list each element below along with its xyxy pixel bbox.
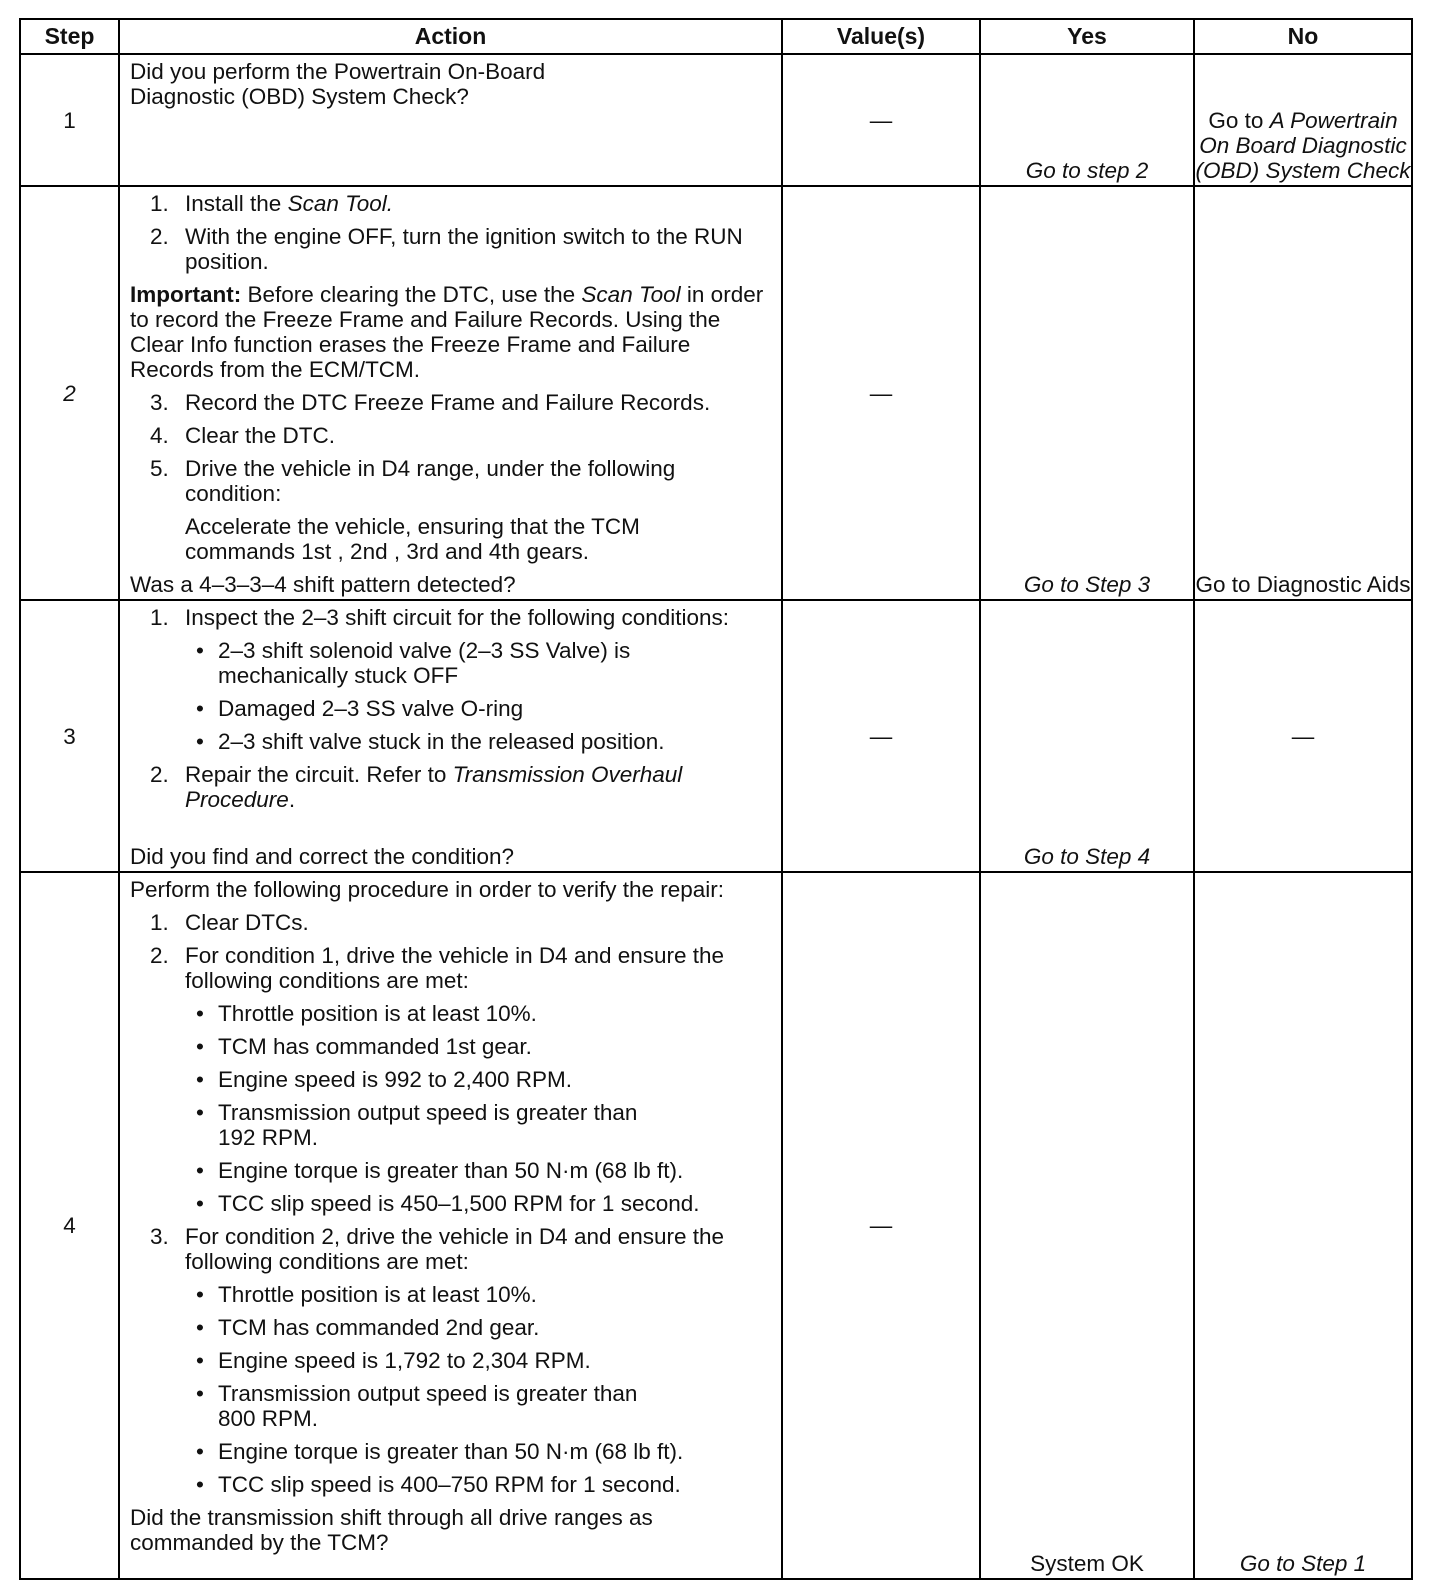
important-note: Important: Before clearing the DTC, use the Scan Tool in order to record the Freeze Frame and Failure Records. Using the Clear Info function erases the Freeze Frame and Failure Records from the ECM/TCM. <box>130 282 764 382</box>
list-item: 3. For condition 2, drive the vehicle in D4 and ensure the following conditions are met: <box>150 1224 725 1274</box>
bullet-item: • Engine speed is 992 to 2,400 RPM. <box>196 1067 572 1092</box>
list-item: 4. Clear the DTC. <box>150 423 336 448</box>
value-cell: — <box>782 186 980 600</box>
list-item: 2. Repair the circuit. Refer to Transmission Overhaul Procedure. <box>150 762 683 812</box>
bullet-item: • 2–3 shift valve stuck in the released position. <box>196 729 665 754</box>
question-text: Did you find and correct the condition? <box>130 844 514 869</box>
table-row-step-2 <box>20 186 1412 600</box>
bullet-item: • Throttle position is at least 10%. <box>196 1282 537 1307</box>
bullet-item: • TCM has commanded 1st gear. <box>196 1034 532 1059</box>
bullet-item: • TCC slip speed is 450–1,500 RPM for 1 second. <box>196 1191 700 1216</box>
header-yes: Yes <box>980 19 1194 54</box>
action-cell <box>119 54 782 186</box>
header-row <box>20 19 1412 54</box>
bullet-item: • Engine torque is greater than 50 N·m (68 lb ft). <box>196 1158 684 1183</box>
value-cell: — <box>782 872 980 1579</box>
yes-cell: Go to Step 3 <box>980 186 1194 600</box>
action-cell <box>119 872 782 1579</box>
header-action: Action <box>119 19 782 54</box>
value-cell: — <box>782 54 980 186</box>
list-item: 1. Install the Scan Tool. <box>150 191 394 216</box>
list-item: 1. Clear DTCs. <box>150 910 309 935</box>
sub-text: Accelerate the vehicle, ensuring that the TCM commands 1st , 2nd , 3rd and 4th gears. <box>185 514 640 564</box>
table-row-step-3 <box>20 600 1412 872</box>
header-step: Step <box>20 19 119 54</box>
no-cell: Go to Step 1 <box>1194 872 1412 1579</box>
bullet-item: • Engine speed is 1,792 to 2,304 RPM. <box>196 1348 591 1373</box>
question-text: Was a 4–3–3–4 shift pattern detected? <box>130 572 516 597</box>
table-row-step-4 <box>20 872 1412 1579</box>
no-cell: Go to Diagnostic Aids <box>1194 186 1412 600</box>
yes-cell: System OK <box>980 872 1194 1579</box>
no-prefix: Go to <box>1208 108 1270 133</box>
header-values: Value(s) <box>782 19 980 54</box>
step-number: 1 <box>20 54 119 186</box>
step-number: 3 <box>20 600 119 872</box>
no-cell <box>1194 54 1412 186</box>
intro-text: Perform the following procedure in order to verify the repair: <box>130 877 725 902</box>
list-item: 1. Inspect the 2–3 shift circuit for the following conditions: <box>150 605 730 630</box>
list-item: 2. With the engine OFF, turn the ignition switch to the RUN position. <box>150 224 743 274</box>
step-number: 2 <box>20 186 119 600</box>
question-text: Did you perform the Powertrain On-Board Diagnostic (OBD) System Check? <box>130 59 546 109</box>
question-text: Did the transmission shift through all drive ranges as commanded by the TCM? <box>130 1505 653 1555</box>
action-cell <box>119 186 782 600</box>
bullet-item: • TCM has commanded 2nd gear. <box>196 1315 540 1340</box>
list-item: 3. Record the DTC Freeze Frame and Failure Records. <box>150 390 711 415</box>
no-cell: — <box>1194 600 1412 872</box>
step-number: 4 <box>20 872 119 1579</box>
header-no: No <box>1194 19 1412 54</box>
diagnostic-table <box>19 18 1413 1580</box>
bullet-item: • Damaged 2–3 SS valve O-ring <box>196 696 524 721</box>
action-cell <box>119 600 782 872</box>
bullet-item: • Engine torque is greater than 50 N·m (68 lb ft). <box>196 1439 684 1464</box>
yes-cell: Go to Step 4 <box>980 600 1194 872</box>
list-item: 2. For condition 1, drive the vehicle in D4 and ensure the following conditions are met: <box>150 943 725 993</box>
value-cell: — <box>782 600 980 872</box>
yes-cell: Go to step 2 <box>980 54 1194 186</box>
bullet-item: • Throttle position is at least 10%. <box>196 1001 537 1026</box>
bullet-item: • TCC slip speed is 400–750 RPM for 1 second. <box>196 1472 681 1497</box>
bullet-item: • Transmission output speed is greater than 192 RPM. <box>196 1100 638 1150</box>
bullet-item: • Transmission output speed is greater than 800 RPM. <box>196 1381 638 1431</box>
table-row-step-1 <box>20 54 1412 186</box>
bullet-item: • 2–3 shift solenoid valve (2–3 SS Valve) is mechanically stuck OFF <box>196 638 631 688</box>
list-item: 5. Drive the vehicle in D4 range, under the following condition: <box>150 456 676 506</box>
no-link: A Powertrain On Board Diagnostic (OBD) System Check <box>1195 108 1411 183</box>
